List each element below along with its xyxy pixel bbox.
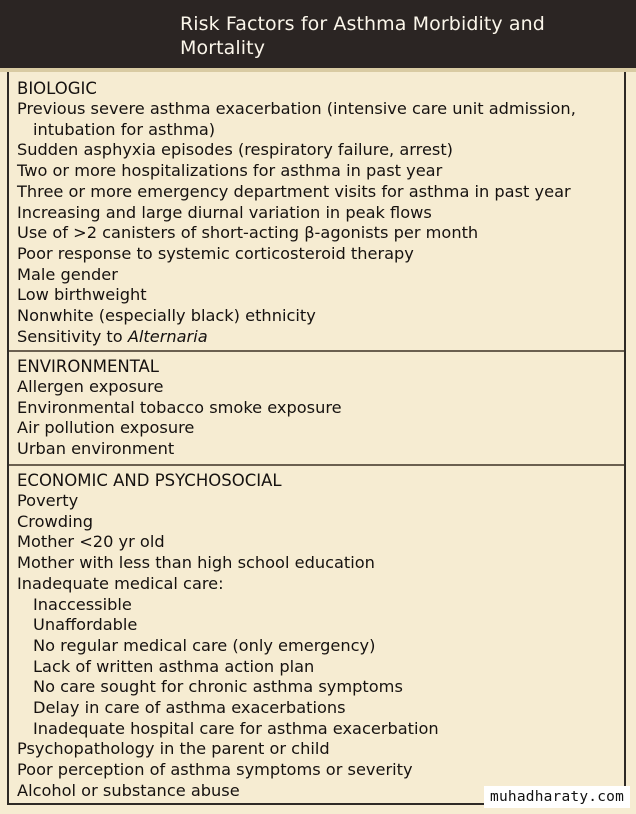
sub-list-item: Lack of written asthma action plan — [33, 656, 315, 676]
sub-list-item: Unaffordable — [33, 615, 138, 635]
section-divider — [9, 350, 624, 352]
section-heading: ENVIRONMENTAL — [17, 357, 159, 376]
list-item: Allergen exposure — [17, 377, 164, 396]
list-item-text: Sensitivity to — [17, 326, 128, 346]
list-item-italic: Alternaria — [127, 326, 208, 346]
list-item: Three or more emergency department visits for asthma in past year — [17, 181, 571, 201]
list-item: Male gender — [17, 264, 118, 284]
section-divider — [9, 464, 624, 466]
list-item: Increasing and large diurnal variation in peak flows — [17, 202, 432, 222]
table-header — [0, 0, 636, 68]
list-item: Use of >2 canisters of short-acting β-agonists per month — [17, 223, 479, 243]
list-item: Sudden asphyxia episodes (respiratory failure, arrest) — [17, 140, 453, 160]
list-item: Poor perception of asthma symptoms or severity — [17, 760, 413, 780]
list-item: Crowding — [17, 511, 94, 531]
section-heading: ECONOMIC AND PSYCHOSOCIAL — [17, 471, 282, 490]
list-item: Nonwhite (especially black) ethnicity — [17, 306, 316, 326]
list-item: Mother with less than high school education — [17, 553, 375, 573]
list-item: Poor response to systemic corticosteroid therapy — [17, 243, 414, 263]
biologic-section — [17, 78, 617, 347]
list-item — [17, 327, 617, 348]
list-item: Alcohol or substance abuse — [17, 780, 240, 800]
environmental-section — [17, 356, 617, 460]
list-item: Psychopathology in the parent or child — [17, 739, 330, 759]
list-item: Low birthweight — [17, 285, 147, 305]
list-item: Air pollution exposure — [17, 418, 195, 438]
economic-psychosocial-section — [17, 470, 617, 802]
sub-list-item: Inaccessible — [33, 594, 132, 614]
site-watermark: muhadharaty.com — [484, 786, 630, 808]
list-item: Urban environment — [17, 439, 175, 459]
list-item: intubation for asthma) — [33, 119, 216, 139]
sub-list-item: No care sought for chronic asthma symptoms — [33, 677, 403, 697]
risk-factors-table — [7, 72, 626, 805]
list-item: Environmental tobacco smoke exposure — [17, 397, 342, 417]
sub-list-item: Inadequate hospital care for asthma exacerbation — [33, 718, 439, 738]
table-title: Risk Factors for Asthma Morbidity and Mortality — [180, 13, 545, 59]
list-item: Mother <20 yr old — [17, 532, 165, 552]
list-item: Inadequate medical care: — [17, 573, 224, 593]
list-item: Two or more hospitalizations for asthma in past year — [17, 161, 443, 181]
sub-list-item: Delay in care of asthma exacerbations — [33, 698, 346, 718]
section-heading: BIOLOGIC — [17, 79, 97, 98]
list-item: Previous severe asthma exacerbation (intensive care unit admission, — [17, 99, 576, 118]
sub-list-item: No regular medical care (only emergency) — [33, 635, 376, 655]
list-item: Poverty — [17, 491, 79, 510]
